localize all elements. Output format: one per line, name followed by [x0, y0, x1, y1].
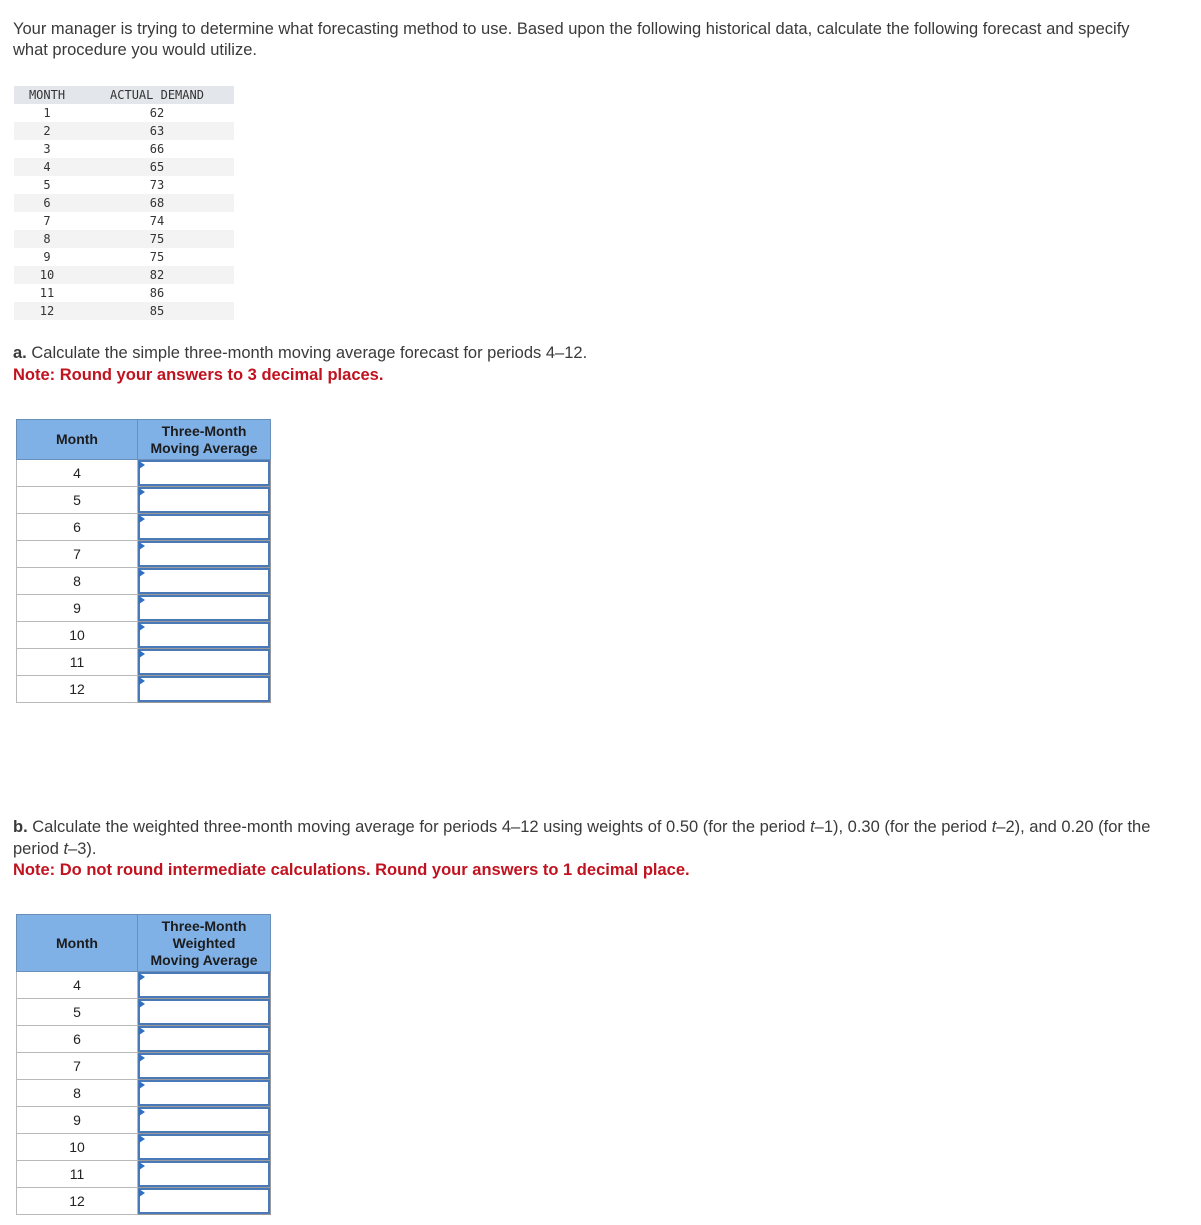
answer-input[interactable] [138, 568, 270, 594]
answer-month-cell: 12 [17, 676, 138, 703]
month-cell: 3 [43, 142, 51, 156]
historical-row [14, 122, 234, 140]
input-marker-icon [139, 542, 145, 550]
month-cell: 7 [43, 214, 51, 228]
part-a-col-value-line1: Three-Month [161, 422, 247, 439]
historical-row [14, 140, 234, 158]
answer-row [17, 460, 271, 487]
demand-cell: 74 [149, 214, 165, 228]
answer-input[interactable] [138, 1134, 270, 1160]
answer-row [17, 1107, 271, 1134]
part-a-question [13, 343, 1153, 386]
input-marker-icon [139, 1027, 145, 1035]
historical-data-table [14, 86, 234, 320]
answer-month-cell: 8 [17, 1080, 138, 1107]
demand-cell: 62 [149, 106, 165, 120]
demand-cell: 75 [149, 250, 165, 264]
part-a-col-month: Month [17, 420, 138, 460]
part-a-answer-table [16, 419, 271, 703]
answer-input-cell [138, 541, 271, 568]
answer-input-cell [138, 460, 271, 487]
answer-input[interactable] [138, 1026, 270, 1052]
answer-month-cell: 7 [17, 1053, 138, 1080]
answer-month-cell: 11 [17, 1161, 138, 1188]
answer-input[interactable] [138, 595, 270, 621]
answer-row [17, 1134, 271, 1161]
demand-cell: 75 [80, 230, 234, 248]
input-marker-icon [139, 1000, 145, 1008]
answer-input[interactable] [138, 541, 270, 567]
answer-month-cell: 4 [17, 972, 138, 999]
answer-input-cell [138, 622, 271, 649]
answer-input[interactable] [138, 676, 270, 702]
answer-row [17, 622, 271, 649]
answer-input[interactable] [138, 1188, 270, 1214]
answer-input-cell [138, 1134, 271, 1161]
answer-input-cell [138, 1161, 271, 1188]
header-month: MONTH [14, 86, 80, 104]
part-a-note: Note: Round your answers to 3 decimal places. [13, 365, 384, 384]
input-marker-icon [139, 973, 145, 981]
answer-row [17, 1161, 271, 1188]
answer-month-cell: 5 [17, 487, 138, 514]
answer-month-cell: 10 [17, 622, 138, 649]
part-b-text-1: Calculate the weighted three-month moving average for periods 4–12 using weights of 0.50 (for the period [32, 818, 811, 836]
demand-cell: 86 [149, 286, 165, 300]
answer-input-cell [138, 595, 271, 622]
part-a-label: a. [13, 344, 27, 362]
input-marker-icon [139, 1189, 145, 1197]
input-marker-icon [139, 596, 145, 604]
intro-text: Your manager is trying to determine what forecasting method to use. Based upon the following historical data, calculate the following forecast and specify what procedure you would utilize. [13, 20, 1130, 59]
month-cell: 10 [14, 266, 80, 284]
answer-row [17, 1026, 271, 1053]
part-b-col-value-line3: Moving Average [150, 951, 258, 968]
part-b-text-3: –2), and 0.20 (for the period [13, 818, 1151, 858]
answer-input-cell [138, 1107, 271, 1134]
input-marker-icon [139, 461, 145, 469]
answer-input-cell [138, 514, 271, 541]
answer-row [17, 1188, 271, 1215]
answer-input-cell [138, 972, 271, 999]
month-cell: 12 [14, 302, 80, 320]
answer-input-cell [138, 568, 271, 595]
answer-input-cell [138, 1053, 271, 1080]
answer-month-cell: 11 [17, 649, 138, 676]
answer-input[interactable] [138, 1080, 270, 1106]
month-cell: 9 [43, 250, 51, 264]
answer-input-cell [138, 1080, 271, 1107]
answer-input-cell [138, 999, 271, 1026]
answer-input[interactable] [138, 1107, 270, 1133]
part-b-note: Note: Do not round intermediate calculations. Round your answers to 1 decimal place. [13, 861, 690, 879]
month-cell: 8 [14, 230, 80, 248]
answer-input[interactable] [138, 972, 270, 998]
part-b-text-4: –3). [68, 839, 97, 858]
answer-input[interactable] [138, 999, 270, 1025]
demand-cell: 63 [80, 122, 234, 140]
answer-month-cell: 9 [17, 1107, 138, 1134]
part-a-text: Calculate the simple three-month moving average forecast for periods 4–12. [31, 344, 588, 362]
answer-month-cell: 6 [17, 514, 138, 541]
input-marker-icon [139, 1108, 145, 1116]
answer-row [17, 595, 271, 622]
part-b-col-value [138, 915, 271, 972]
answer-month-cell: 9 [17, 595, 138, 622]
input-marker-icon [139, 1054, 145, 1062]
answer-row [17, 487, 271, 514]
input-marker-icon [139, 1135, 145, 1143]
month-cell: 4 [14, 158, 80, 176]
historical-row [14, 230, 234, 248]
answer-row [17, 999, 271, 1026]
part-b-text-2: –1), 0.30 (for the period [814, 818, 992, 836]
answer-input-cell [138, 649, 271, 676]
answer-input[interactable] [138, 1161, 270, 1187]
part-b-col-value-line2: Weighted [172, 934, 236, 951]
answer-input[interactable] [138, 514, 270, 540]
part-b-col-value-line1: Three-Month [161, 917, 247, 934]
input-marker-icon [139, 650, 145, 658]
month-cell: 6 [14, 194, 80, 212]
answer-input[interactable] [138, 649, 270, 675]
part-b-answer-table [16, 914, 271, 1215]
answer-input-cell [138, 1188, 271, 1215]
historical-row [14, 302, 234, 320]
input-marker-icon [139, 488, 145, 496]
answer-month-cell: 8 [17, 568, 138, 595]
answer-row [17, 568, 271, 595]
answer-row [17, 649, 271, 676]
input-marker-icon [139, 677, 145, 685]
answer-row [17, 1053, 271, 1080]
answer-month-cell: 6 [17, 1026, 138, 1053]
historical-row [14, 248, 234, 266]
answer-input[interactable] [138, 1053, 270, 1079]
part-b-label: b. [13, 818, 28, 836]
answer-input-cell [138, 1026, 271, 1053]
part-b-t2: t [991, 818, 997, 836]
answer-row [17, 1080, 271, 1107]
part-a-col-value [138, 420, 271, 460]
demand-cell: 85 [80, 302, 234, 320]
historical-row [14, 212, 234, 230]
header-actual-demand: ACTUAL DEMAND [80, 86, 234, 104]
answer-input[interactable] [138, 460, 270, 486]
demand-cell: 82 [80, 266, 234, 284]
input-marker-icon [139, 623, 145, 631]
part-b-t3: t [63, 839, 69, 858]
demand-cell: 66 [149, 142, 165, 156]
part-b-question [13, 817, 1153, 882]
answer-input[interactable] [138, 487, 270, 513]
answer-month-cell: 10 [17, 1134, 138, 1161]
part-b-col-month: Month [17, 915, 138, 972]
input-marker-icon [139, 1162, 145, 1170]
answer-month-cell: 12 [17, 1188, 138, 1215]
answer-input-cell [138, 487, 271, 514]
historical-row [14, 176, 234, 194]
answer-input[interactable] [138, 622, 270, 648]
answer-row [17, 676, 271, 703]
input-marker-icon [139, 569, 145, 577]
answer-row [17, 972, 271, 999]
demand-cell: 73 [149, 178, 165, 192]
answer-row [17, 514, 271, 541]
part-b-t1: t [810, 818, 815, 836]
input-marker-icon [139, 1081, 145, 1089]
historical-row [14, 194, 234, 212]
input-marker-icon [139, 515, 145, 523]
historical-row [14, 284, 234, 302]
answer-month-cell: 4 [17, 460, 138, 487]
month-cell: 11 [39, 286, 55, 300]
month-cell: 1 [43, 106, 51, 120]
month-cell: 2 [14, 122, 80, 140]
answer-month-cell: 7 [17, 541, 138, 568]
historical-row [14, 158, 234, 176]
historical-row [14, 104, 234, 122]
month-cell: 5 [43, 178, 51, 192]
demand-cell: 68 [80, 194, 234, 212]
historical-row [14, 266, 234, 284]
part-a-col-value-line2: Moving Average [150, 439, 258, 456]
demand-cell: 65 [80, 158, 234, 176]
answer-month-cell: 5 [17, 999, 138, 1026]
answer-row [17, 541, 271, 568]
answer-input-cell [138, 676, 271, 703]
